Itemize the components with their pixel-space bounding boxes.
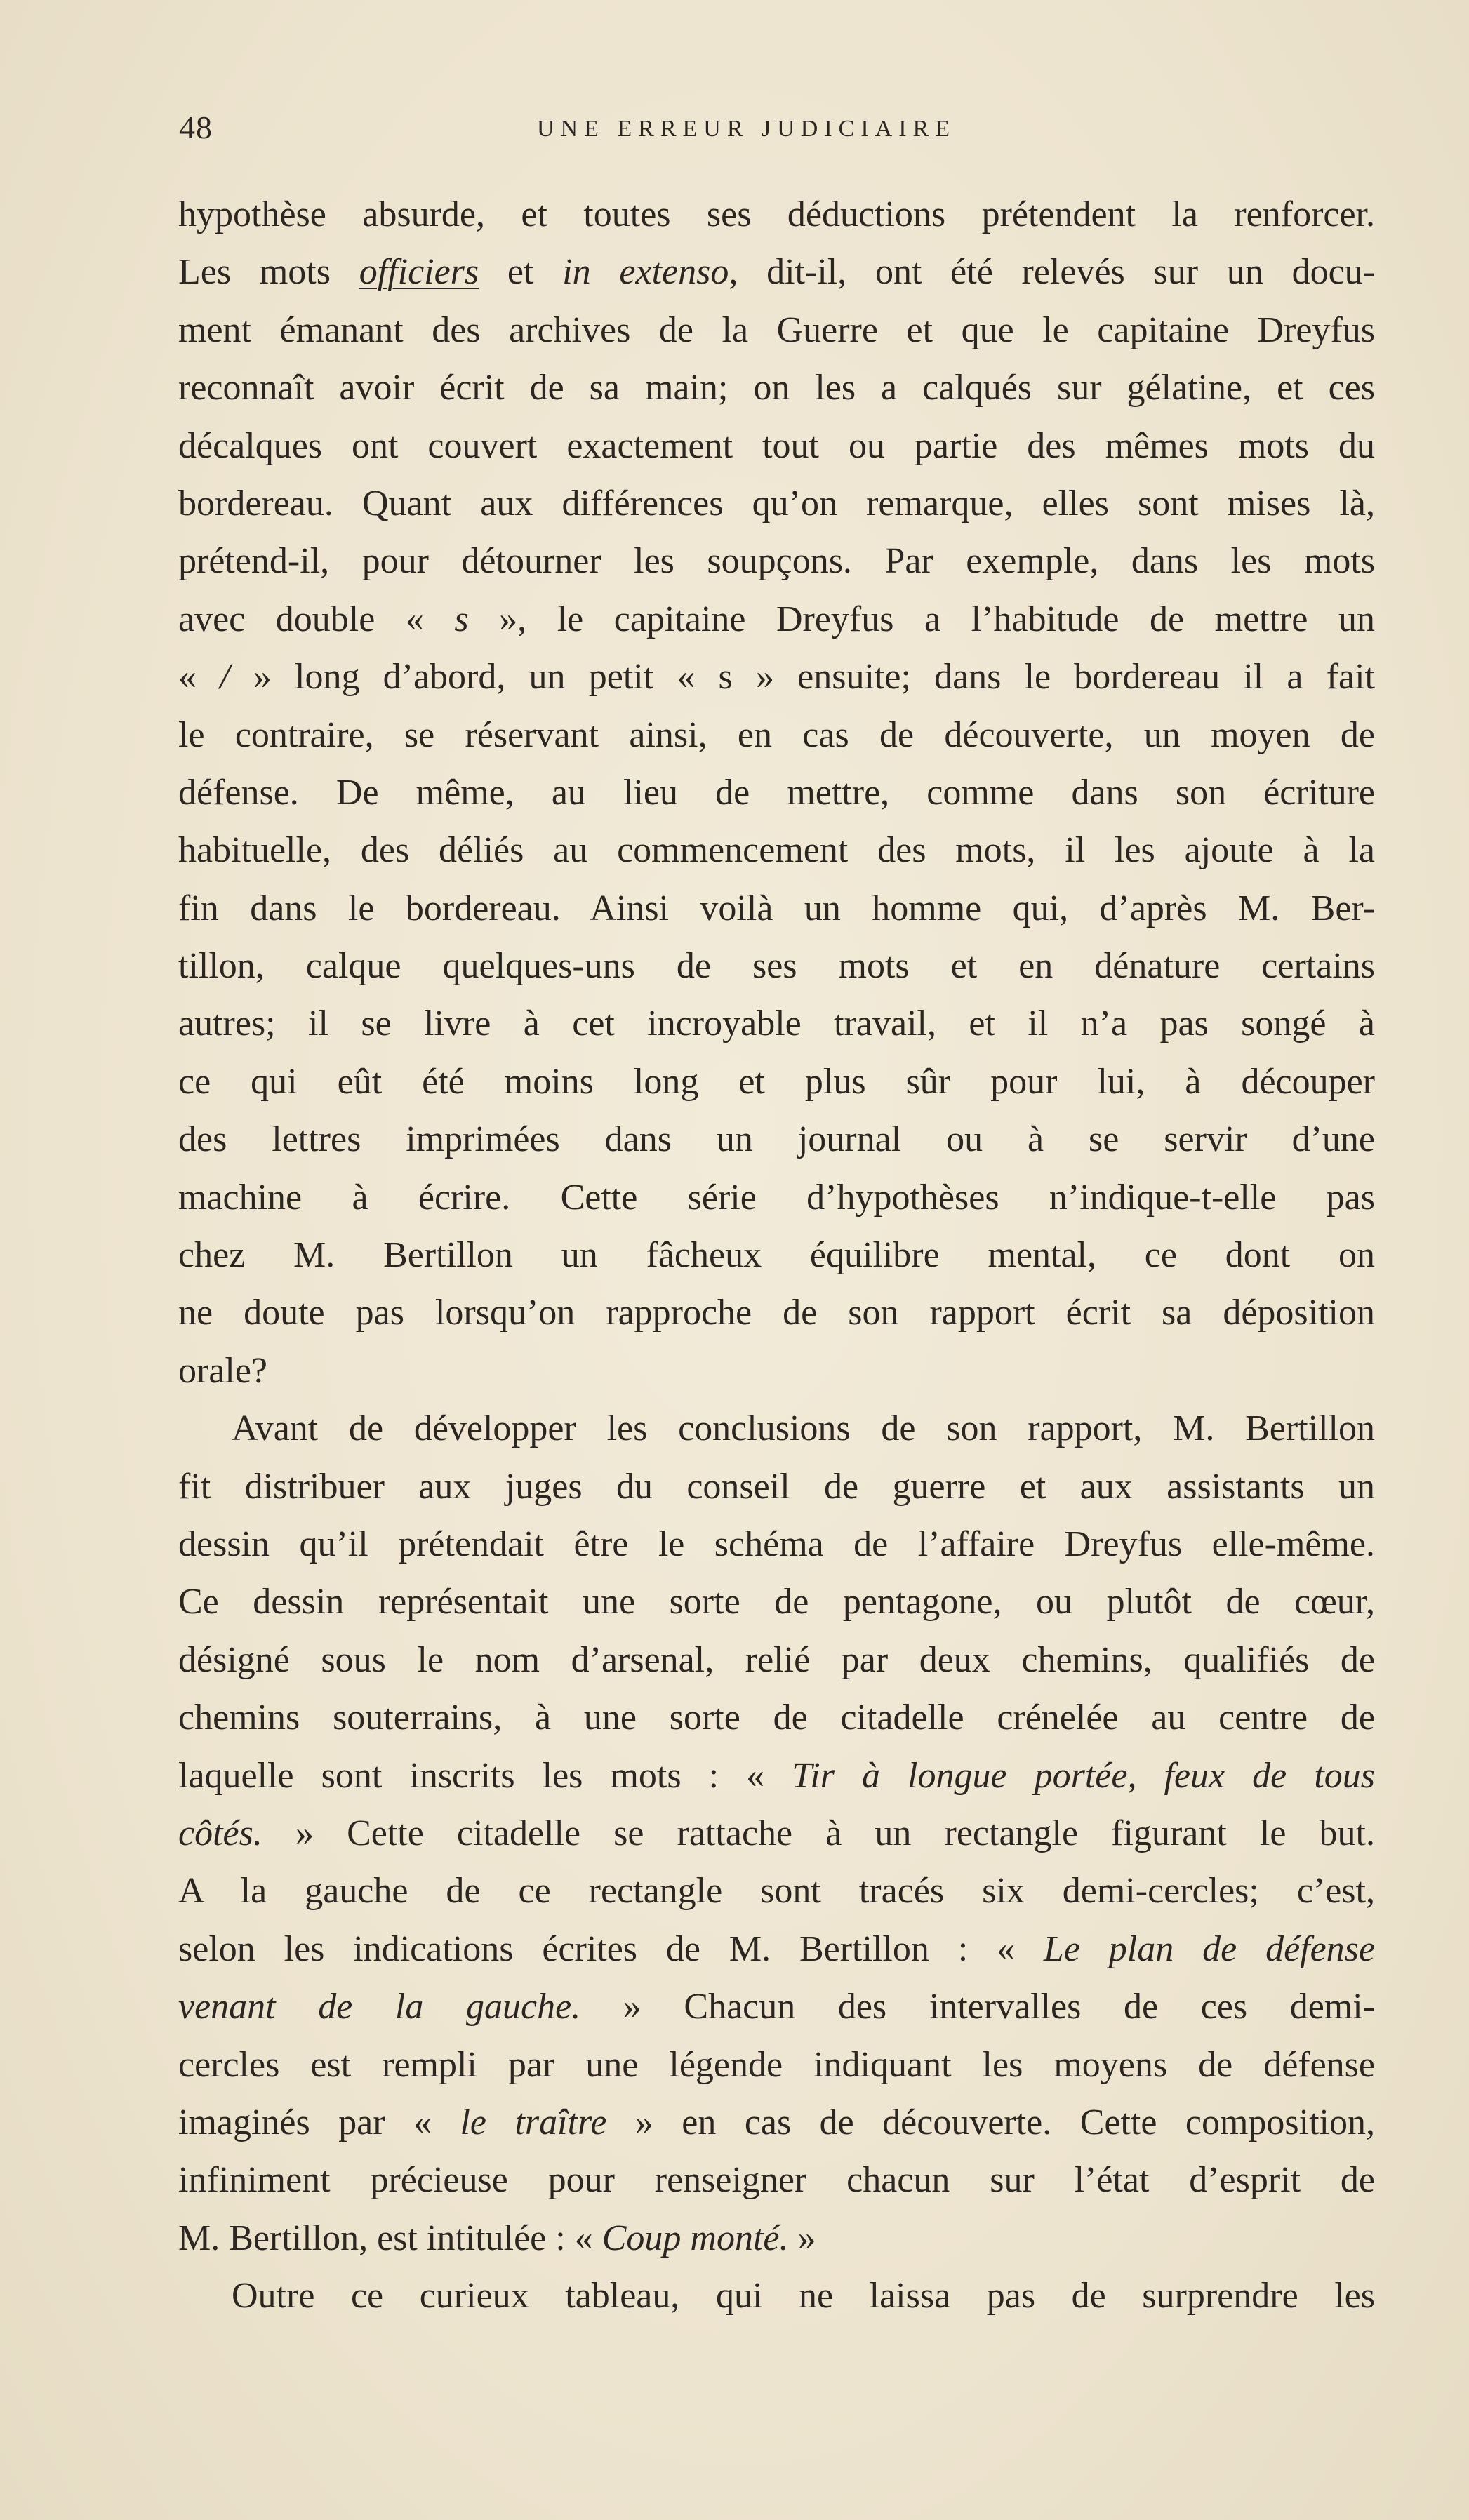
line-text: Ce dessin représentait une sorte de pentagone, ou plutôt de cœur, bbox=[178, 1582, 1375, 1622]
line-text: Les mots bbox=[178, 252, 359, 293]
emphasized-text: Tir à longue portée, feux de tous bbox=[792, 1755, 1375, 1796]
line-text: ne doute pas lorsqu’on rapproche de son rapport écrit sa déposition bbox=[178, 1293, 1375, 1333]
line-text: » Cette citadelle se rattache à un rectangle figurant le but. bbox=[262, 1813, 1375, 1853]
text-line bbox=[178, 2152, 1375, 2209]
line-text: fin dans le bordereau. Ainsi voilà un homme qui, d’après M. Ber- bbox=[178, 888, 1375, 928]
line-text: « bbox=[178, 657, 220, 698]
line-text: » bbox=[788, 2218, 816, 2258]
line-text: imaginés par « bbox=[178, 2102, 460, 2142]
line-text: avec double « bbox=[178, 599, 455, 639]
text-line bbox=[178, 1169, 1375, 1227]
text-line bbox=[178, 1458, 1375, 1516]
line-text: selon les indications écrites de M. Bertillon : « bbox=[178, 1928, 1044, 1969]
emphasized-text: officiers bbox=[359, 252, 479, 293]
line-text: chemins souterrains, à une sorte de citadelle crénelée au centre de bbox=[178, 1698, 1375, 1738]
emphasized-text: s bbox=[454, 599, 469, 639]
text-line bbox=[178, 1862, 1375, 1920]
emphasized-text: côtés. bbox=[178, 1813, 262, 1853]
emphasized-text: in extenso bbox=[562, 252, 729, 293]
line-text: Avant de développer les conclusions de son rapport, M. Bertillon bbox=[232, 1408, 1375, 1449]
text-line bbox=[178, 995, 1375, 1053]
line-text: fit distribuer aux juges du conseil de guerre et aux assistants un bbox=[178, 1466, 1375, 1507]
line-text: cercles est rempli par une légende indiquant les moyens de défense bbox=[178, 2044, 1375, 2085]
line-text: décalques ont couvert exactement tout ou partie des mêmes mots du bbox=[178, 425, 1375, 466]
line-text: machine à écrire. Cette série d’hypothèses n’indique-t-elle pas bbox=[178, 1177, 1375, 1218]
line-text: hypothèse absurde, et toutes ses déductions prétendent la renforcer. bbox=[178, 194, 1375, 234]
line-text: défense. De même, au lieu de mettre, comme dans son écriture bbox=[178, 772, 1375, 813]
line-text: orale? bbox=[178, 1350, 268, 1391]
text-line bbox=[178, 707, 1375, 764]
line-text: désigné sous le nom d’arsenal, relié par deux chemins, qualifiés de bbox=[178, 1639, 1375, 1680]
text-line bbox=[178, 244, 1375, 301]
line-text: habituelle, des déliés au commencement des mots, il les ajoute à la bbox=[178, 830, 1375, 871]
page-header bbox=[179, 107, 1372, 149]
text-line bbox=[178, 1284, 1375, 1342]
line-text: Outre ce curieux tableau, qui ne laissa pas de surprendre les bbox=[232, 2276, 1375, 2316]
line-text: laquelle sont inscrits les mots : « bbox=[178, 1755, 792, 1796]
line-text: , dit-il, ont été relevés sur un docu- bbox=[729, 252, 1375, 293]
line-text: prétend-il, pour détourner les soupçons. Par exemple, dans les mots bbox=[178, 541, 1375, 582]
line-text: tillon, calque quelques-uns de ses mots et en dénature certains bbox=[178, 946, 1375, 987]
text-line bbox=[178, 418, 1375, 475]
text-line bbox=[178, 1689, 1375, 1747]
text-line bbox=[178, 1342, 1375, 1400]
line-text: A la gauche de ce rectangle sont tracés six demi-cercles; c’est, bbox=[178, 1871, 1375, 1912]
text-line bbox=[178, 1632, 1375, 1689]
line-text: ment émanant des archives de la Guerre et que le capitaine Dreyfus bbox=[178, 309, 1375, 350]
line-text: » en cas de découverte. Cette composition, bbox=[606, 2102, 1375, 2142]
emphasized-text: Coup monté. bbox=[601, 2218, 789, 2258]
text-line bbox=[178, 938, 1375, 995]
line-text: bordereau. Quant aux différences qu’on remarque, elles sont mises là, bbox=[178, 483, 1375, 524]
line-text: chez M. Bertillon un fâcheux équilibre mental, ce dont on bbox=[178, 1235, 1375, 1276]
text-line bbox=[178, 1573, 1375, 1631]
text-line bbox=[178, 2094, 1375, 2152]
text-line bbox=[178, 302, 1375, 359]
text-line bbox=[178, 2210, 1375, 2267]
text-line bbox=[178, 1921, 1375, 1978]
emphasized-text: le traître bbox=[460, 2102, 607, 2142]
text-line bbox=[178, 648, 1375, 706]
text-line bbox=[178, 1053, 1375, 1111]
emphasized-text: Le plan de défense bbox=[1043, 1928, 1375, 1969]
line-text: dessin qu’il prétendait être le schéma de l’affaire Dreyfus elle-même. bbox=[178, 1524, 1375, 1564]
line-text: le contraire, se réservant ainsi, en cas de découverte, un moyen de bbox=[178, 714, 1375, 755]
page-number: 48 bbox=[179, 109, 213, 145]
text-line bbox=[178, 359, 1375, 417]
line-text: des lettres imprimées dans un journal ou à se servir d’une bbox=[178, 1119, 1375, 1160]
text-line bbox=[178, 2036, 1375, 2094]
line-text: » long d’abord, un petit « s » ensuite; dans le bordereau il a fait bbox=[230, 657, 1375, 698]
emphasized-text: / bbox=[220, 657, 230, 698]
line-text: reconnaît avoir écrit de sa main; on les a calqués sur gélatine, et ces bbox=[178, 368, 1375, 408]
line-text: M. Bertillon, est intitulée : « bbox=[178, 2218, 602, 2258]
text-line bbox=[178, 533, 1375, 590]
text-line bbox=[178, 1516, 1375, 1573]
line-text: autres; il se livre à cet incroyable travail, et il n’a pas songé à bbox=[178, 1004, 1375, 1044]
line-text: », le capitaine Dreyfus a l’habitude de mettre un bbox=[468, 599, 1375, 639]
text-line bbox=[178, 1227, 1375, 1284]
emphasized-text: venant de la gauche. bbox=[178, 1987, 581, 2027]
running-title: UNE ERREUR JUDICIAIRE bbox=[537, 116, 956, 142]
line-text: infiniment précieuse pour renseigner chacun sur l’état d’esprit de bbox=[178, 2160, 1375, 2201]
text-line bbox=[178, 1111, 1375, 1168]
text-line bbox=[178, 822, 1375, 879]
body-text bbox=[178, 186, 1375, 2325]
text-line bbox=[178, 880, 1375, 938]
text-line bbox=[178, 764, 1375, 822]
text-line bbox=[178, 1747, 1375, 1805]
text-line bbox=[178, 1978, 1375, 2036]
text-line bbox=[178, 1805, 1375, 1862]
text-line bbox=[178, 186, 1375, 244]
line-text: ce qui eût été moins long et plus sûr pour lui, à découper bbox=[178, 1061, 1375, 1102]
text-line bbox=[178, 591, 1375, 648]
text-line bbox=[178, 1400, 1375, 1458]
line-text: » Chacun des intervalles de ces demi- bbox=[580, 1987, 1375, 2027]
line-text: et bbox=[479, 252, 563, 293]
text-line bbox=[178, 2267, 1375, 2325]
text-line bbox=[178, 475, 1375, 533]
